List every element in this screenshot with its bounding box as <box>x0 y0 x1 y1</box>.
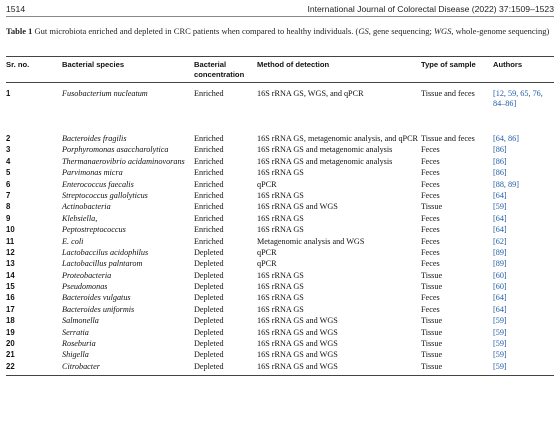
table-row <box>6 271 554 282</box>
row-authors <box>493 214 554 225</box>
row-sr-no: 9 <box>6 213 11 223</box>
page-number: 1514 <box>6 4 26 14</box>
row-concentration: Depleted <box>194 247 224 257</box>
row-species: Serratia <box>62 327 89 337</box>
row-species: E. coli <box>62 236 84 246</box>
table-row <box>6 293 554 304</box>
row-sample-type: Tissue <box>421 202 443 212</box>
row-species: Thermanaerovibrio acidaminovorans <box>62 156 185 166</box>
row-authors <box>493 180 554 191</box>
row-sr-no: 22 <box>6 362 62 376</box>
row-sample-type: Feces <box>421 156 440 166</box>
row-species: Lactobaccilus acidophilus <box>62 247 149 257</box>
row-method: 16S rRNA GS and WGS <box>257 202 338 212</box>
row-concentration: Depleted <box>194 327 224 337</box>
col-header-concentration: Bacterial concentration <box>194 57 257 83</box>
row-authors <box>493 259 554 270</box>
col-header-sample: Type of sample <box>421 57 493 83</box>
row-species: Shigella <box>62 350 89 360</box>
row-sr-no: 15 <box>6 282 15 292</box>
row-authors <box>493 191 554 202</box>
row-method: qPCR <box>257 259 277 269</box>
row-sample-type: Feces <box>421 168 440 178</box>
row-authors <box>493 339 554 350</box>
row-sr-no: 11 <box>6 236 15 246</box>
row-concentration: Enriched <box>194 145 224 155</box>
row-authors <box>493 271 554 282</box>
row-species: Actinobacteria <box>62 202 111 212</box>
row-sample-type: Feces <box>421 236 440 246</box>
row-sr-no: 6 <box>6 179 11 189</box>
row-sr-no: 21 <box>6 350 15 360</box>
row-authors <box>493 157 554 168</box>
row-sample-type: Feces <box>421 247 440 257</box>
row-concentration: Depleted <box>194 339 224 349</box>
table-row <box>6 237 554 248</box>
row-sample-type: Feces <box>421 190 440 200</box>
row-sr-no: 8 <box>6 202 11 212</box>
row-concentration: Enriched <box>194 168 224 178</box>
row-method: 16S rRNA GS and WGS <box>257 339 338 349</box>
caption-text-b: , gene sequencing; <box>368 26 434 36</box>
table-row <box>6 180 554 191</box>
header-divider <box>6 16 554 17</box>
row-species: Bacteroides vulgatus <box>62 293 131 303</box>
row-sample-type: Tissue <box>421 350 443 360</box>
citation-link[interactable]: [64, 86] <box>493 134 519 143</box>
row-sr-no: 14 <box>6 270 15 280</box>
row-sample-type: Feces <box>421 225 440 235</box>
row-authors <box>493 202 554 213</box>
row-authors <box>493 293 554 304</box>
row-method: 16S rRNA GS <box>257 304 304 314</box>
citation-link[interactable]: [60] <box>493 282 507 292</box>
row-method: 16S rRNA GS <box>257 270 304 280</box>
col-header-species: Bacterial species <box>62 57 194 83</box>
row-sample-type: Feces <box>421 304 440 314</box>
table-row <box>6 168 554 179</box>
row-authors <box>493 83 554 135</box>
row-method: qPCR <box>257 179 277 189</box>
row-species: Proteobacteria <box>62 270 112 280</box>
microbiota-table <box>6 56 554 376</box>
citation-link[interactable]: [64] <box>493 304 507 314</box>
row-sr-no: 2 <box>6 134 11 143</box>
journal-citation: International Journal of Colorectal Disease (2022) 37:1509–1523 <box>307 4 554 14</box>
row-sample-type: Feces <box>421 213 440 223</box>
row-sample-type: Tissue <box>421 362 493 376</box>
table-row <box>6 362 554 376</box>
citation-link[interactable]: [86] <box>493 145 507 155</box>
table-row <box>6 214 554 225</box>
row-sr-no: 12 <box>6 247 15 257</box>
table-body <box>6 83 554 376</box>
citation-link[interactable]: [59] <box>493 316 507 326</box>
row-species: Porphyromonas asaccharolytica <box>62 145 169 155</box>
citation-link[interactable]: [59] <box>493 327 507 337</box>
row-method: 16S rRNA GS <box>257 213 304 223</box>
citation-link[interactable]: [59] <box>493 350 507 360</box>
table-row <box>6 83 554 135</box>
caption-text-a: Gut microbiota enriched and depleted in CRC patients when compared to healthy individuals. ( <box>32 26 359 36</box>
row-authors <box>493 316 554 327</box>
row-authors <box>493 168 554 179</box>
row-authors <box>493 282 554 293</box>
row-sr-no: 17 <box>6 304 15 314</box>
row-method: 16S rRNA GS <box>257 168 304 178</box>
table-row <box>6 316 554 327</box>
row-species: Bacteroides uniformis <box>62 304 135 314</box>
row-method: 16S rRNA GS <box>257 225 304 235</box>
row-concentration: Depleted <box>194 270 224 280</box>
table-row <box>6 259 554 270</box>
row-sr-no: 4 <box>6 156 11 166</box>
row-concentration: Depleted <box>194 304 224 314</box>
row-method: 16S rRNA GS, WGS, and qPCR <box>257 89 364 98</box>
row-species: Parvimonas micra <box>62 168 123 178</box>
citation-link[interactable]: [86] <box>493 168 507 178</box>
row-sr-no: 18 <box>6 316 15 326</box>
row-species: Bacteroides fragilis <box>62 134 127 143</box>
row-concentration: Depleted <box>194 293 224 303</box>
row-species: Roseburia <box>62 339 96 349</box>
row-sample-type: Tissue <box>421 270 443 280</box>
table-row <box>6 282 554 293</box>
row-concentration: Depleted <box>194 316 224 326</box>
citation-link[interactable]: [60] <box>493 270 507 280</box>
row-sample-type: Tissue <box>421 327 443 337</box>
table-caption <box>6 26 554 37</box>
row-authors <box>493 328 554 339</box>
row-authors <box>493 305 554 316</box>
row-method: 16S rRNA GS and WGS <box>257 362 421 376</box>
row-sample-type: Tissue <box>421 316 443 326</box>
row-species: Peptostreptococcus <box>62 225 126 235</box>
caption-wgs-abbr: WGS <box>433 26 452 36</box>
row-concentration: Depleted <box>194 259 224 269</box>
row-species: Klebsiella, <box>62 213 98 223</box>
row-sample-type: Feces <box>421 179 440 189</box>
citation-link[interactable]: [64] <box>493 293 507 303</box>
table-row <box>6 339 554 350</box>
row-species: Lactobacillus palntarom <box>62 259 143 269</box>
row-method: 16S rRNA GS and metagenomic analysis <box>257 145 393 155</box>
caption-gs-abbr: GS <box>358 26 369 36</box>
row-sr-no: 3 <box>6 145 11 155</box>
caption-text-c: , whole-genome sequencing) <box>451 26 550 36</box>
citation-link[interactable]: [64] <box>493 213 507 223</box>
row-concentration: Enriched <box>194 89 224 98</box>
row-method: 16S rRNA GS and metagenomic analysis <box>257 156 393 166</box>
citation-link[interactable]: [59] <box>493 361 507 371</box>
row-authors <box>493 237 554 248</box>
table-row <box>6 305 554 316</box>
row-sample-type: Feces <box>421 293 440 303</box>
table-row <box>6 225 554 236</box>
citation-link[interactable]: [89] <box>493 259 507 269</box>
table-row <box>6 328 554 339</box>
citation-link[interactable]: [88, 89] <box>493 179 519 189</box>
row-method: qPCR <box>257 247 277 257</box>
row-concentration: Enriched <box>194 213 224 223</box>
citation-link[interactable]: [62] <box>493 236 507 246</box>
row-sr-no: 1 <box>6 89 11 98</box>
row-concentration: Enriched <box>194 202 224 212</box>
row-method: 16S rRNA GS, metagenomic analysis, and qPCR <box>257 134 419 143</box>
citation-link[interactable]: [64] <box>493 190 507 200</box>
table-row <box>6 134 554 145</box>
citation-link[interactable]: [86] <box>493 156 507 166</box>
table-label: Table 1 <box>6 26 33 36</box>
row-sr-no: 5 <box>6 168 11 178</box>
citation-link[interactable]: [59] <box>493 202 507 212</box>
row-method: 16S rRNA GS and WGS <box>257 316 338 326</box>
table-row <box>6 248 554 259</box>
row-species: Pseudomonas <box>62 282 108 292</box>
citation-link[interactable]: [89] <box>493 247 507 257</box>
row-authors <box>493 362 554 376</box>
row-species: Salmonella <box>62 316 99 326</box>
row-concentration: Enriched <box>194 179 224 189</box>
row-authors <box>493 350 554 361</box>
row-species: Fusobacterium nucleatum <box>62 89 148 98</box>
row-authors <box>493 134 554 145</box>
table-row <box>6 145 554 156</box>
row-authors <box>493 225 554 236</box>
row-method: 16S rRNA GS and WGS <box>257 327 338 337</box>
row-concentration: Enriched <box>194 156 224 166</box>
row-sample-type: Feces <box>421 259 440 269</box>
row-sr-no: 13 <box>6 259 15 269</box>
row-sample-type: Tissue and feces <box>421 89 475 98</box>
citation-link[interactable]: [59] <box>493 339 507 349</box>
row-species: Enterococcus faecalis <box>62 179 134 189</box>
row-sample-type: Tissue <box>421 339 443 349</box>
row-concentration: Depleted <box>194 362 257 376</box>
row-method: 16S rRNA GS and WGS <box>257 350 338 360</box>
table-row <box>6 157 554 168</box>
citation-link[interactable]: [64] <box>493 225 507 235</box>
row-sr-no: 19 <box>6 327 15 337</box>
row-sr-no: 16 <box>6 293 15 303</box>
row-sample-type: Tissue and feces <box>421 134 475 143</box>
table-row <box>6 191 554 202</box>
table-row <box>6 202 554 213</box>
row-concentration: Depleted <box>194 282 224 292</box>
row-method: Metagenomic analysis and WGS <box>257 236 365 246</box>
table-header-row <box>6 57 554 83</box>
row-concentration: Enriched <box>194 236 224 246</box>
row-method: 16S rRNA GS <box>257 282 304 292</box>
row-method: 16S rRNA GS <box>257 293 304 303</box>
running-header <box>6 2 554 16</box>
row-concentration: Enriched <box>194 225 224 235</box>
col-header-sr-no: Sr. no. <box>6 57 62 83</box>
row-sr-no: 20 <box>6 339 15 349</box>
table-row <box>6 350 554 361</box>
row-concentration: Depleted <box>194 350 224 360</box>
row-species: Citrobacter <box>62 362 194 376</box>
row-sr-no: 10 <box>6 225 15 235</box>
row-sample-type: Feces <box>421 145 440 155</box>
col-header-authors: Authors <box>493 57 554 83</box>
row-authors <box>493 145 554 156</box>
citation-link[interactable]: [12, 59, 65, 76, 84–86] <box>493 89 543 108</box>
row-method: 16S rRNA GS <box>257 190 304 200</box>
row-species: Streptococcus gallolyticus <box>62 190 148 200</box>
row-concentration: Enriched <box>194 134 224 143</box>
col-header-method: Method of detection <box>257 57 421 83</box>
row-authors <box>493 248 554 259</box>
row-concentration: Enriched <box>194 190 224 200</box>
row-sr-no: 7 <box>6 190 11 200</box>
row-sample-type: Tissue <box>421 282 443 292</box>
